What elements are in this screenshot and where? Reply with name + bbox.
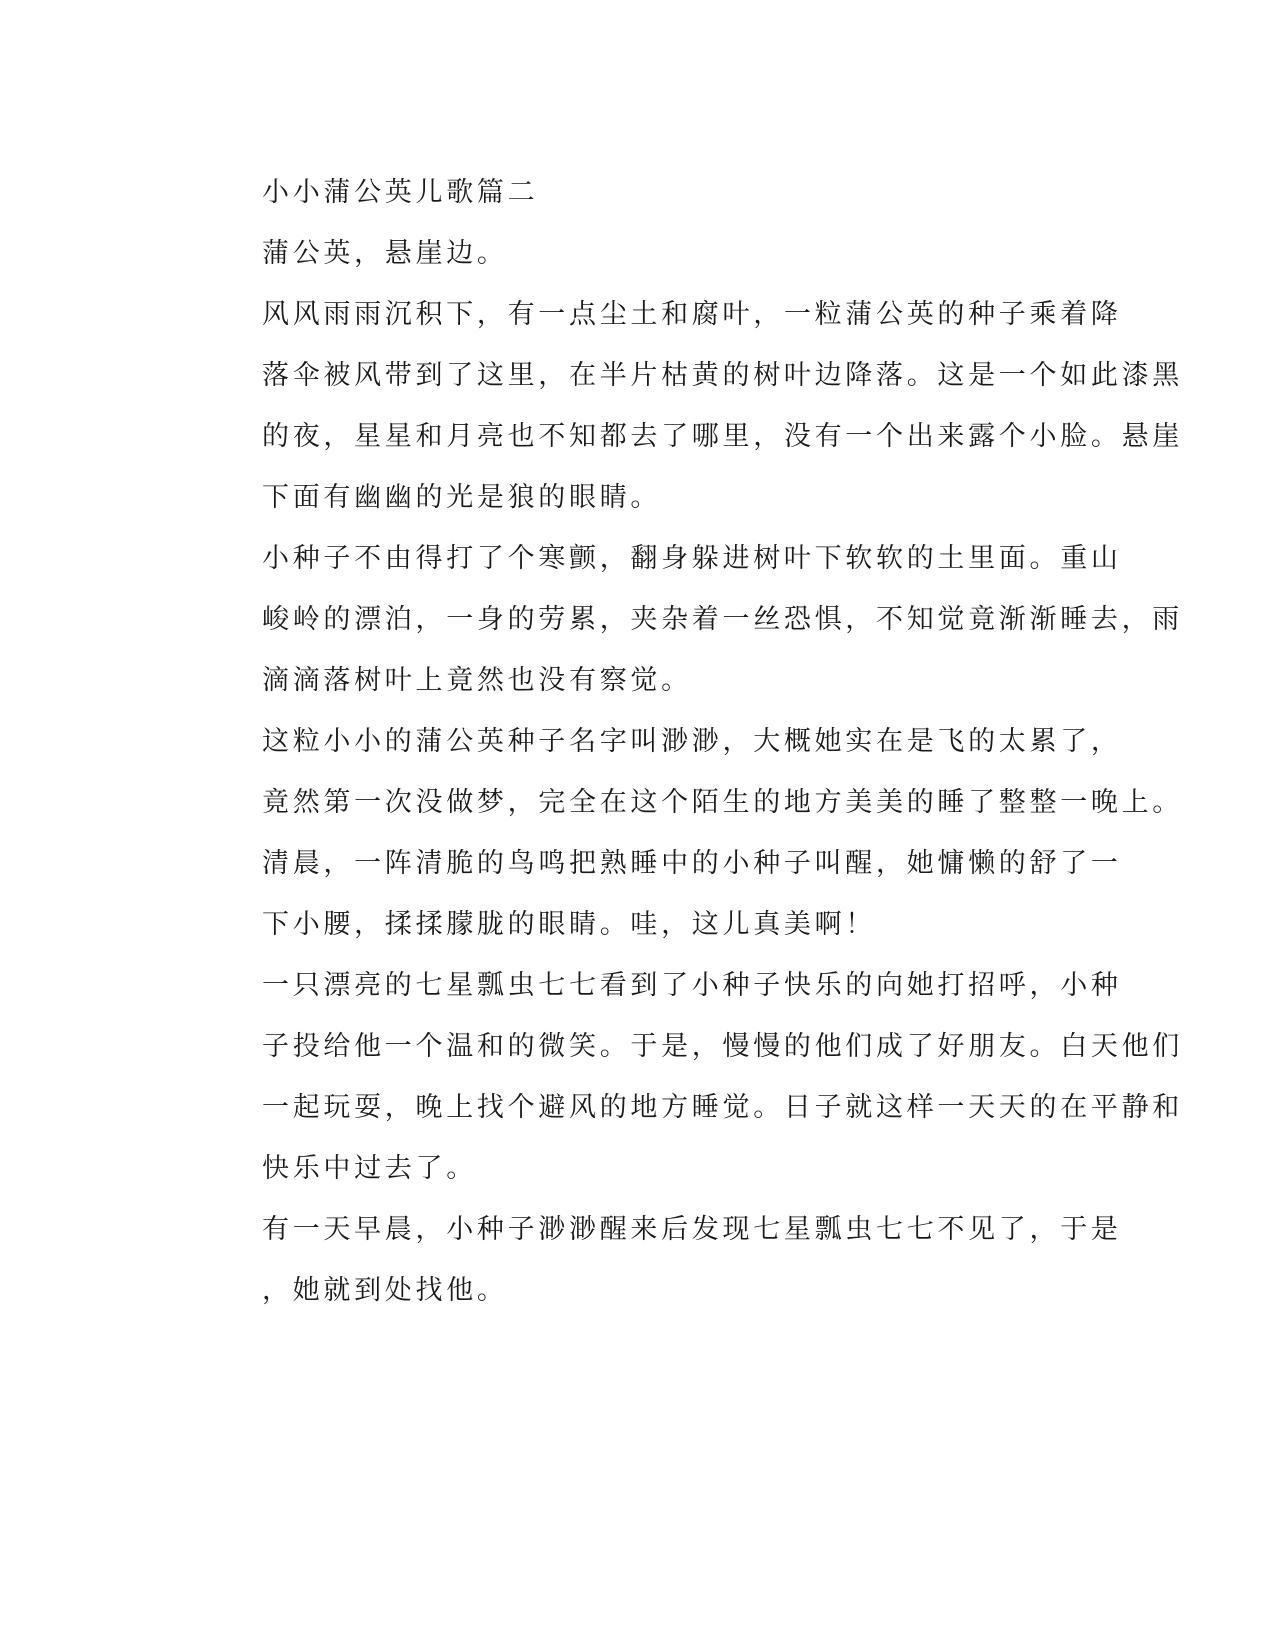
text-line: 竟然第一次没做梦，完全在这个陌生的地方美美的睡了整整一晚上。 xyxy=(262,787,1183,818)
text-line: 一起玩耍，晚上找个避风的地方睡觉。日子就这样一天天的在平静和 xyxy=(262,1092,1183,1123)
text-line: 清晨，一阵清脆的鸟鸣把熟睡中的小种子叫醒，她慵懒的舒了一 xyxy=(262,848,1122,879)
paragraph xyxy=(190,833,1122,955)
text-line: 峻岭的漂泊，一身的劳累，夹杂着一丝恐惧，不知觉竟渐渐睡去，雨 xyxy=(262,604,1183,635)
document-body xyxy=(190,162,1183,1321)
text-line: 风风雨雨沉积下，有一点尘土和腐叶，一粒蒲公英的种子乘着降 xyxy=(262,299,1122,330)
text-line: 蒲公英，悬崖边。 xyxy=(262,238,508,269)
text-line: 滴滴落树叶上竟然也没有察觉。 xyxy=(262,665,692,696)
paragraph xyxy=(190,284,1183,528)
paragraph xyxy=(190,528,1183,711)
text-line: 有一天早晨，小种子渺渺醒来后发现七星瓢虫七七不见了，于是 xyxy=(262,1214,1122,1245)
text-line: 这粒小小的蒲公英种子名字叫渺渺，大概她实在是飞的太累了， xyxy=(262,726,1122,757)
text-line: 小小蒲公英儿歌篇二 xyxy=(262,177,539,208)
text-line: 的夜，星星和月亮也不知都去了哪里，没有一个出来露个小脸。悬崖 xyxy=(262,421,1183,452)
text-line: 子投给他一个温和的微笑。于是，慢慢的他们成了好朋友。白天他们 xyxy=(262,1031,1183,1062)
text-line: 下小腰，揉揉朦胧的眼睛。哇，这儿真美啊！ xyxy=(262,909,876,940)
paragraph xyxy=(190,711,1183,833)
text-line: 落伞被风带到了这里，在半片枯黄的树叶边降落。这是一个如此漆黑 xyxy=(262,360,1183,391)
text-line: 快乐中过去了。 xyxy=(262,1153,477,1184)
paragraph xyxy=(190,223,1080,284)
text-line: ，她就到处找他。 xyxy=(262,1275,508,1306)
document-title xyxy=(190,162,1080,223)
text-line: 一只漂亮的七星瓢虫七七看到了小种子快乐的向她打招呼，小种 xyxy=(262,970,1122,1001)
paragraph xyxy=(190,955,1183,1199)
text-line: 小种子不由得打了个寒颤，翻身躲进树叶下软软的土里面。重山 xyxy=(262,543,1122,574)
text-line: 下面有幽幽的光是狼的眼睛。 xyxy=(262,482,662,513)
paragraph xyxy=(190,1199,1122,1321)
